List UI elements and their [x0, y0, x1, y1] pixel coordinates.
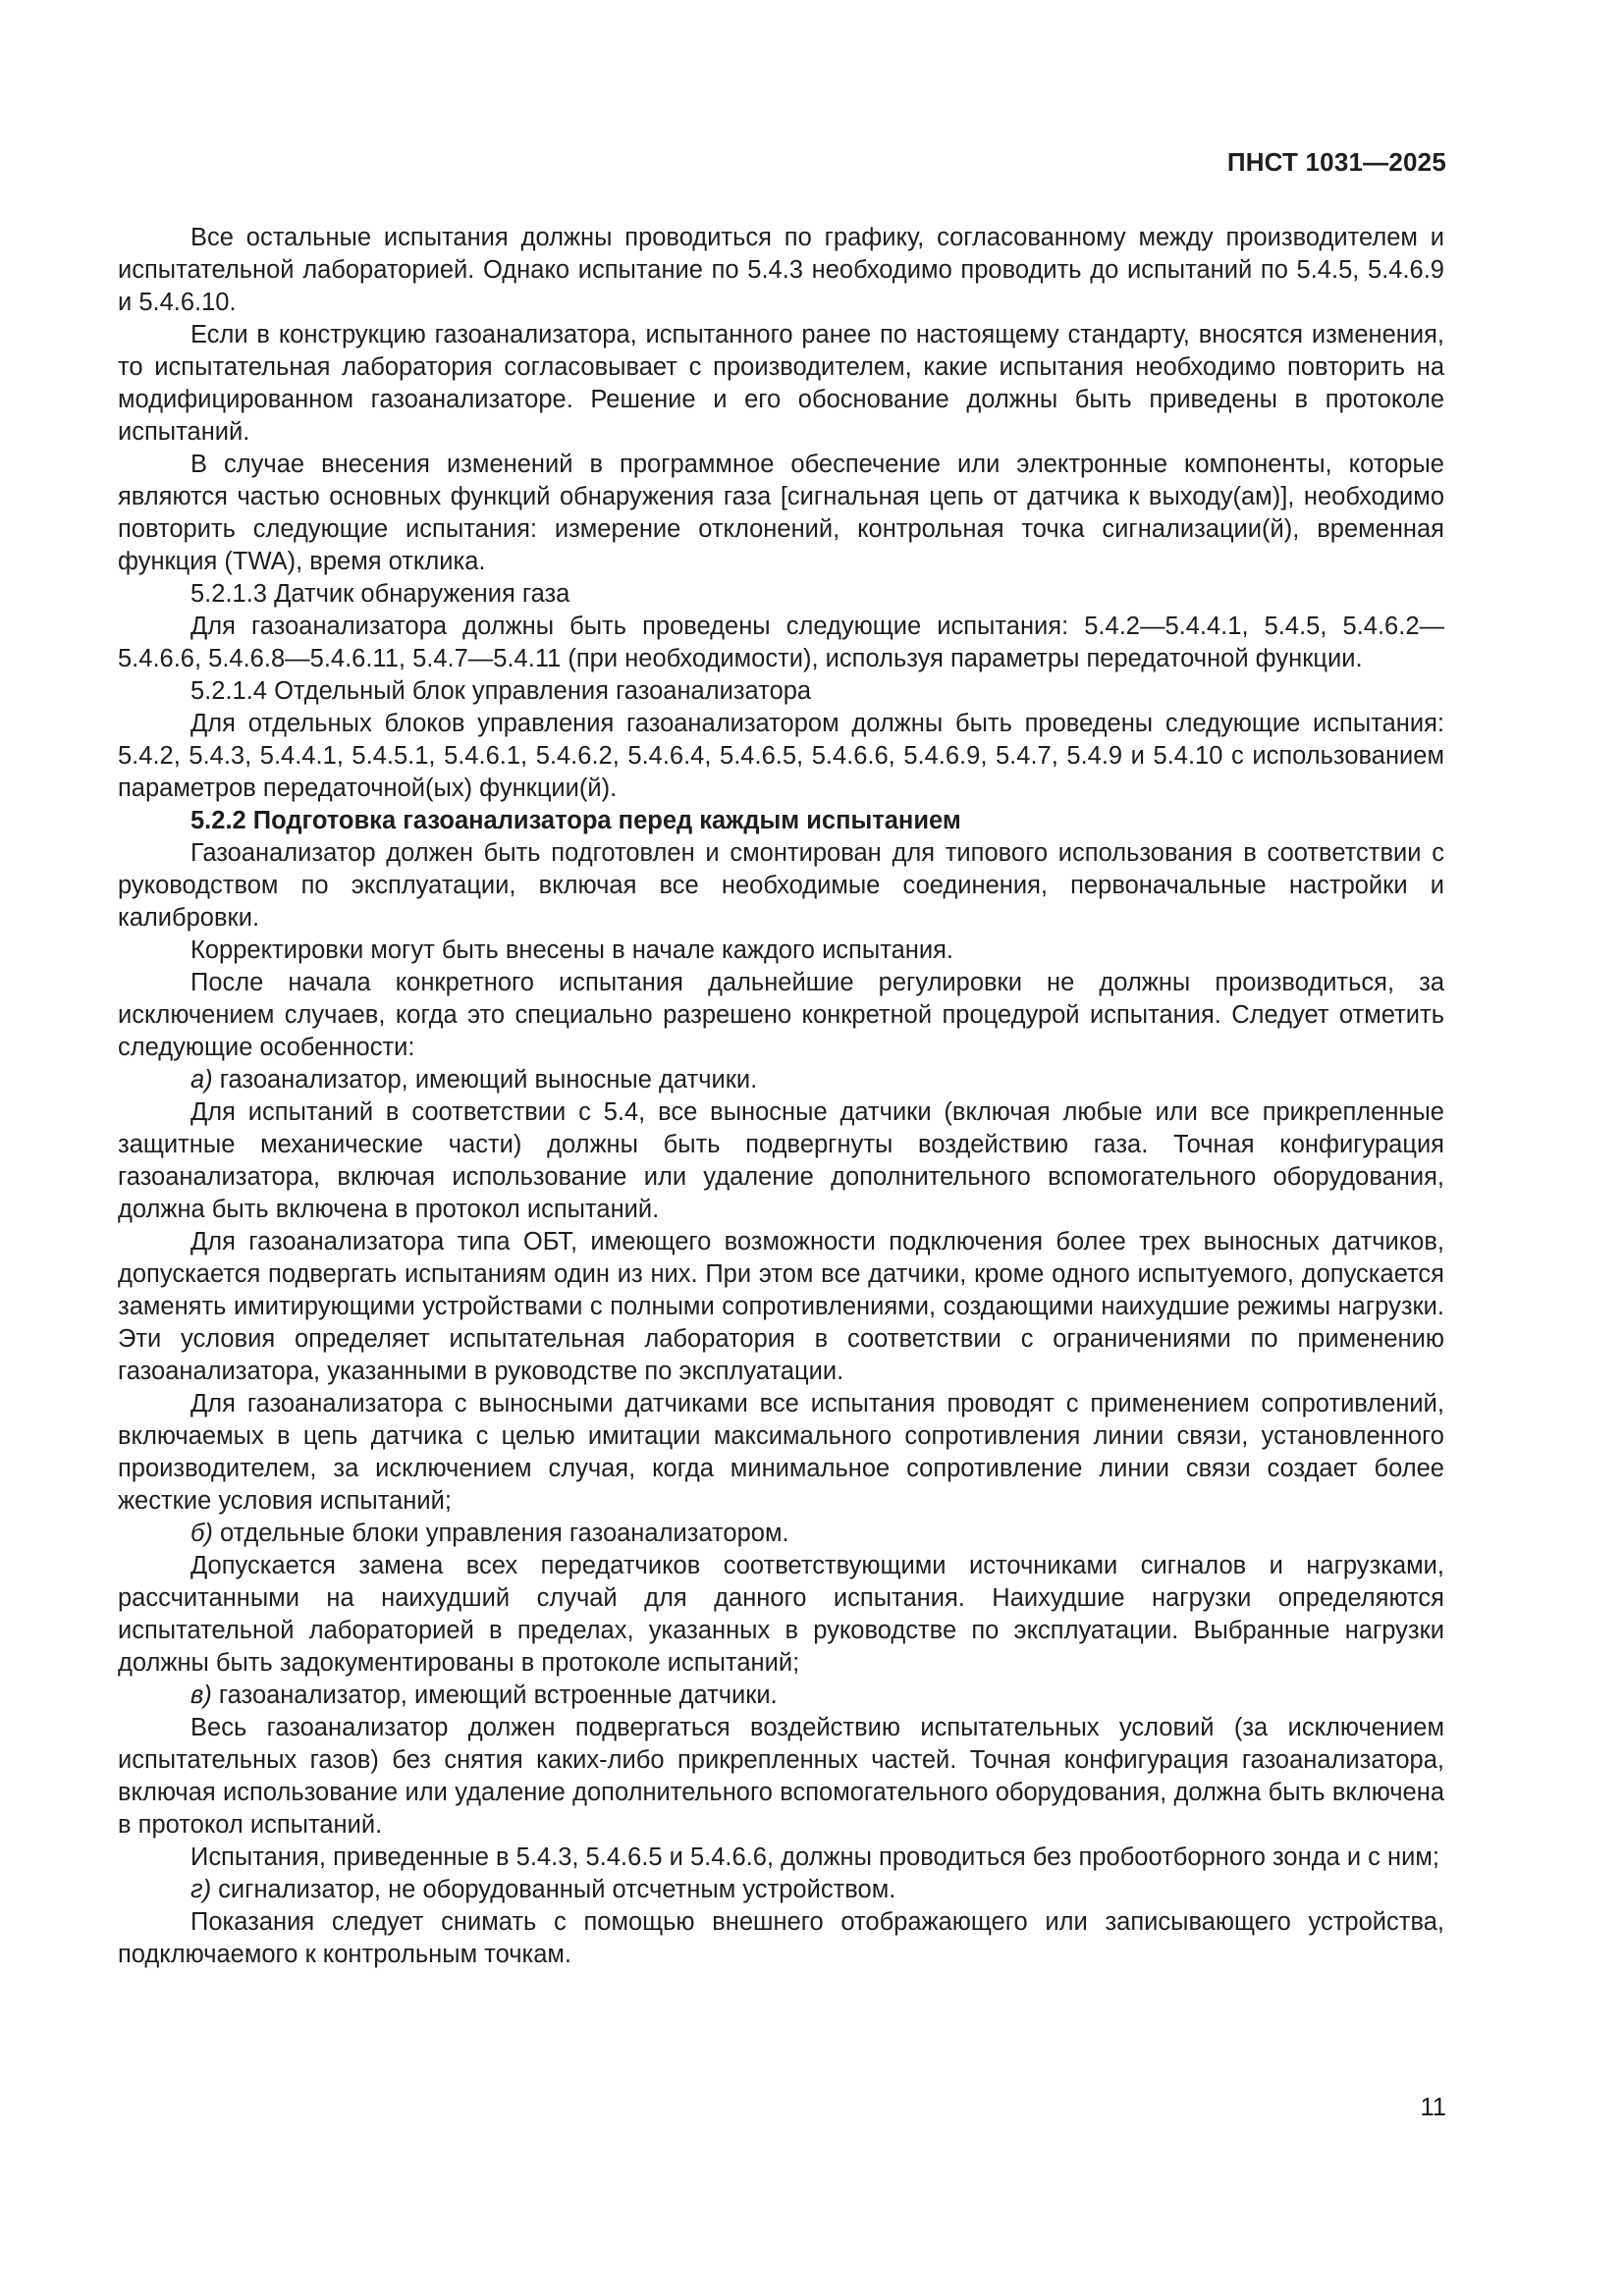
subsection-heading: 5.2.1.4 Отдельный блок управления газоанализатора — [190, 677, 812, 705]
paragraph: Для испытаний в соответствии с 5.4, все выносные датчики (включая любые или все прикрепленные защитные механические части) должны быть подвергнуты воздействию газа. Точная конфигурация газоанализатора, включая использование или удаление дополнительного вспомогательного оборудования, должна быть включена в протокол испытаний. — [118, 1098, 1444, 1223]
paragraph: После начала конкретного испытания дальнейшие регулировки не должны производиться, за исключением случаев, когда это специально разрешено конкретной процедурой испытания. Следует отметить следующие особенности: — [118, 969, 1444, 1061]
paragraph: Допускается замена всех передатчиков соответствующими источниками сигналов и нагрузками, рассчитанными на наихудший случай для данного испытания. Наихудшие нагрузки определяются испытательной лабораторией в пределах, указанных в руководстве по эксплуатации. Выбранные нагрузки должны быть задокументированы в протоколе испытаний; — [118, 1552, 1444, 1677]
page-number: 11 — [1420, 2094, 1446, 2121]
paragraph: Испытания, приведенные в 5.4.3, 5.4.6.5 и 5.4.6.6, должны проводиться без пробоотборного зонда и с ним; — [190, 1843, 1439, 1871]
list-marker: а) — [190, 1066, 213, 1094]
list-item-text: газоанализатор, имеющий встроенные датчики. — [218, 1682, 778, 1709]
paragraph: Если в конструкцию газоанализатора, испытанного ранее по настоящему стандарту, вносятся изменения, то испытательная лаборатория согласовывает с производителем, какие испытания необходимо повторить на модифицированном газоанализаторе. Решение и его обоснование должны быть приведены в протоколе испытаний. — [118, 321, 1444, 446]
list-marker: б) — [190, 1520, 213, 1547]
list-item — [118, 1874, 1444, 1906]
list-marker: в) — [190, 1682, 212, 1709]
paragraph: Для газоанализатора типа ОБТ, имеющего возможности подключения более трех выносных датчиков, допускается подвергать испытаниям один из них. При этом все датчики, кроме одного испытуемого, допускается заменять имитирующими устройствами с полными сопротивлениями, создающими наихудшие режимы нагрузки. Эти условия определяет испытательная лаборатория в соответствии с ограничениями по применению газоанализатора, указанными в руководстве по эксплуатации. — [118, 1228, 1444, 1385]
list-item — [118, 1518, 1444, 1550]
paragraph: Для газоанализатора должны быть проведены следующие испытания: 5.4.2—5.4.4.1, 5.4.5, 5.4.6.2—5.4.6.6, 5.4.6.8—5.4.6.11, 5.4.7—5.4.11 (при необходимости), используя параметры передаточной функции. — [118, 613, 1444, 672]
paragraph: Показания следует снимать с помощью внешнего отображающего или записывающего устройства, подключаемого к контрольным точкам. — [118, 1908, 1444, 1968]
paragraph: Для отдельных блоков управления газоанализатором должны быть проведены следующие испытания: 5.4.2, 5.4.3, 5.4.4.1, 5.4.5.1, 5.4.6.1, 5.4.6.2, 5.4.6.4, 5.4.6.5, 5.4.6.6, 5.4.6.9, 5.4.7, 5.4.9 и 5.4.10 с использованием параметров передаточной(ых) функции(й). — [118, 710, 1444, 802]
page-body — [118, 222, 1444, 1971]
list-item — [118, 1680, 1444, 1712]
list-item-text: отдельные блоки управления газоанализатором. — [219, 1520, 789, 1547]
paragraph: В случае внесения изменений в программное обеспечение или электронные компоненты, которые являются частью основных функций обнаружения газа [сигнальная цепь от датчика к выходу(ам)], необходимо повторить следующие испытания: измерение отклонений, контрольная точка сигнализации(й), временная функция (TWA), время отклика. — [118, 451, 1444, 575]
paragraph: Для газоанализатора с выносными датчиками все испытания проводят с применением сопротивлений, включаемых в цепь датчика с целью имитации максимального сопротивления линии связи, установленного производителем, за исключением случая, когда минимальное сопротивление линии связи создает более жесткие условия испытаний; — [118, 1390, 1444, 1515]
list-item-text: газоанализатор, имеющий выносные датчики. — [219, 1066, 758, 1094]
list-item — [118, 1064, 1444, 1096]
paragraph: Газоанализатор должен быть подготовлен и смонтирован для типового использования в соответствии с руководством по эксплуатации, включая все необходимые соединения, первоначальные настройки и калибровки. — [118, 839, 1444, 932]
document-number: ПНСТ 1031—2025 — [1226, 147, 1446, 177]
section-heading: 5.2.2 Подготовка газоанализатора перед каждым испытанием — [190, 807, 961, 834]
subsection-heading: 5.2.1.3 Датчик обнаружения газа — [190, 580, 570, 608]
list-marker: г) — [190, 1876, 212, 1903]
paragraph: Все остальные испытания должны проводиться по графику, согласованному между производителем и испытательной лабораторией. Однако испытание по 5.4.3 необходимо проводить до испытаний по 5.4.5, 5.4.6.9 и 5.4.6.10. — [118, 224, 1444, 316]
list-item-text: сигнализатор, не оборудованный отсчетным устройством. — [218, 1876, 896, 1903]
paragraph: Весь газоанализатор должен подвергаться воздействию испытательных условий (за исключением испытательных газов) без снятия каких-либо прикрепленных частей. Точная конфигурация газоанализатора, включая использование или удаление дополнительного вспомогательного оборудования, должна быть включена в протокол испытаний. — [118, 1714, 1444, 1839]
paragraph: Корректировки могут быть внесены в начале каждого испытания. — [190, 936, 953, 964]
